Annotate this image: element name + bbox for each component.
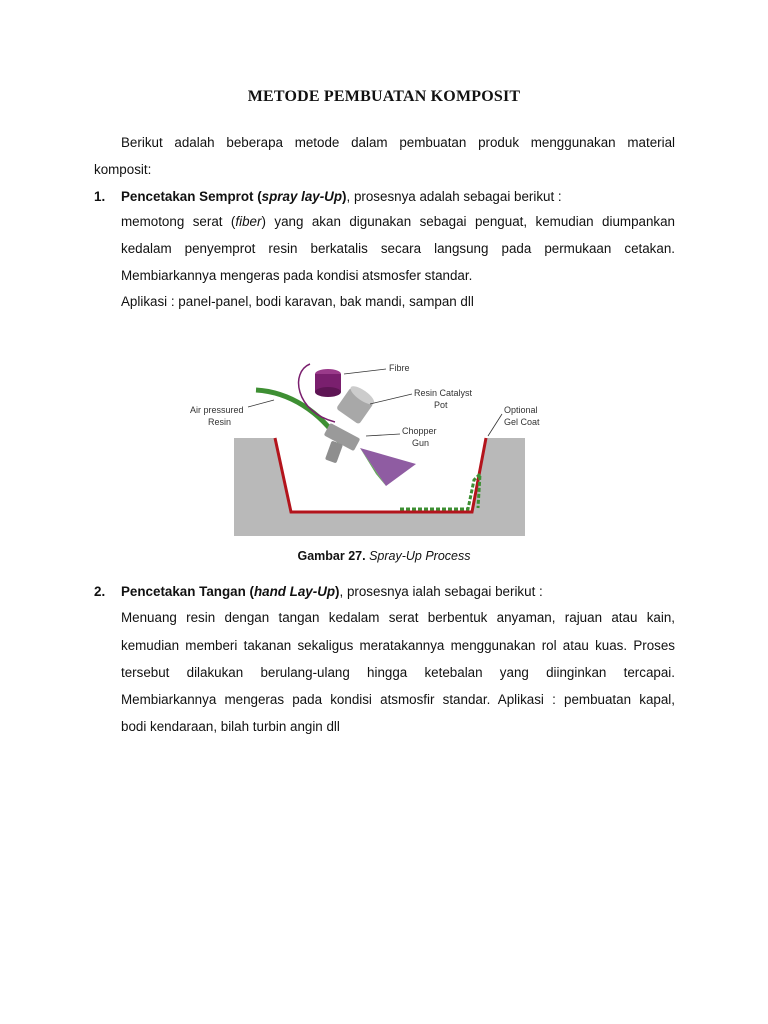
label-fibre: Fibre	[389, 363, 410, 373]
method-1-line-1: memotong serat (fiber) yang akan digunakan sebagai penguat, kemudian diumpankan	[121, 214, 675, 229]
chopper-gun	[324, 423, 361, 464]
fiber-term: fiber	[235, 214, 262, 229]
method-1-suffix: , prosesnya adalah sebagai berikut :	[346, 189, 562, 204]
caption-text: Spray-Up Process	[369, 549, 471, 563]
method-1-line-2: kedalam penyemprot resin berkatalis secara langsung pada permukaan cetakan.	[121, 241, 675, 256]
label-chopper-1: Chopper	[402, 426, 437, 436]
label-air-pressured-1: Air pressured	[190, 405, 244, 415]
label-optional-1: Optional	[504, 405, 538, 415]
label-resin-catalyst-1: Resin Catalyst	[414, 388, 473, 398]
spray-up-diagram	[190, 352, 550, 544]
method-2-term: hand Lay-Up	[253, 584, 336, 599]
laminate-layer	[400, 474, 480, 509]
label-chopper-2: Gun	[412, 438, 430, 448]
method-2-close: )	[335, 584, 340, 599]
intro-line-2: komposit:	[94, 162, 152, 177]
figure-caption	[0, 546, 768, 566]
method-1-heading	[121, 183, 562, 210]
method-1-name: Pencetakan Semprot (	[121, 189, 262, 204]
page-title: METODE PEMBUATAN KOMPOSIT	[247, 88, 521, 105]
method-2-line-1: Menuang resin dengan tangan kedalam serat berbentuk anyaman, rajuan atau kain,	[121, 610, 675, 625]
method-2-name: Pencetakan Tangan (	[121, 584, 254, 599]
method-1-close: )	[342, 189, 347, 204]
caption-label: Gambar 27.	[297, 549, 366, 563]
label-optional-2: Gel Coat	[504, 417, 540, 427]
label-air-pressured-2: Resin	[208, 417, 232, 427]
method-1-term: spray lay-Up	[261, 189, 343, 204]
method-2-suffix: , prosesnya ialah sebagai berikut :	[339, 584, 543, 599]
spray-cone	[360, 448, 416, 486]
method-2-number: 2.	[94, 584, 106, 599]
method-2-heading	[121, 578, 543, 605]
intro-line-1: Berikut adalah beberapa metode dalam pembuatan produk menggunakan material	[121, 135, 675, 150]
method-2-line-4: Membiarkannya mengeras pada kondisi atsmosfir standar. Aplikasi : pembuatan kapal,	[121, 692, 675, 707]
label-resin-catalyst-2: Pot	[434, 400, 448, 410]
spray-up-figure	[190, 352, 550, 544]
method-2-line-2: kemudian memberi takanan sekaligus meratakannya menggunakan rol atau kuas. Proses	[121, 638, 675, 653]
method-1-number: 1.	[94, 189, 106, 204]
method-2-line-3: tersebut dilakukan berulang-ulang hingga ketebalan yang diinginkan tercapai.	[121, 665, 675, 680]
method-1-line-4: Aplikasi : panel-panel, bodi karavan, bak mandi, sampan dll	[121, 294, 474, 309]
method-2-line-5: bodi kendaraan, bilah turbin angin dll	[121, 719, 340, 734]
method-1-line-3: Membiarkannya mengeras pada kondisi atsmosfer standar.	[121, 268, 473, 283]
